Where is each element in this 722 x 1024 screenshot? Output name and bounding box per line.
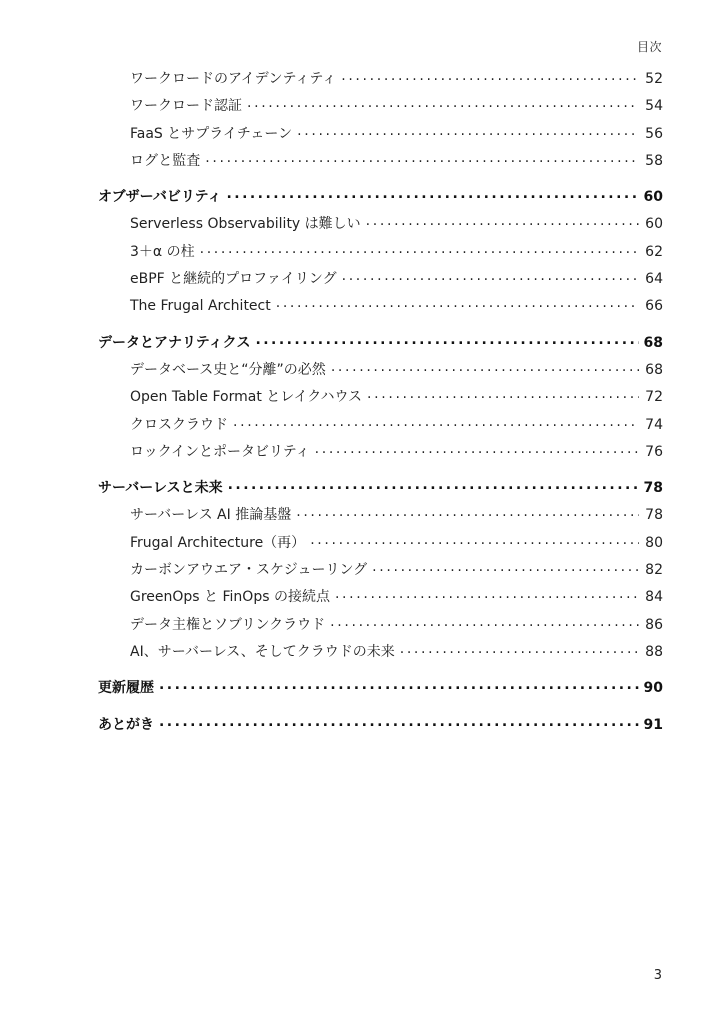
toc-chapter-revision-history[interactable] — [98, 675, 663, 702]
toc-entry-page: 80 — [645, 534, 663, 551]
toc-chapter-page: 60 — [643, 189, 663, 206]
toc-entry-label: ロックインとポータビリティ — [130, 443, 310, 460]
toc-entry-open-table-format[interactable] — [98, 384, 663, 411]
toc-entry-label: ワークロード認証 — [130, 98, 242, 115]
toc-chapter-serverless-future[interactable] — [98, 475, 663, 502]
toc-entry-page: 54 — [645, 98, 663, 115]
toc-entry-logs-audit[interactable] — [98, 148, 663, 175]
toc-entry-label: FaaS とサプライチェーン — [130, 125, 293, 142]
toc-entry-page: 64 — [645, 271, 663, 288]
toc-entry-label: AI、サーバーレス、そしてクラウドの未来 — [130, 643, 395, 660]
toc-entry-frugal-architect[interactable] — [98, 293, 663, 320]
toc-entry-serverless-observability[interactable] — [98, 211, 663, 238]
dot-leader — [247, 96, 639, 110]
toc-chapter-afterword[interactable] — [98, 712, 663, 739]
toc-chapter-page: 91 — [643, 716, 663, 733]
dot-leader — [331, 360, 639, 374]
toc-entry-lockin-portability[interactable] — [98, 439, 663, 466]
dot-leader — [400, 642, 639, 656]
toc-entry-page: 56 — [645, 125, 663, 142]
dot-leader — [233, 415, 639, 429]
dot-leader — [297, 124, 639, 138]
toc-entry-greenops-finops[interactable] — [98, 584, 663, 611]
dot-leader — [200, 242, 639, 256]
toc-entry-data-sovereignty[interactable] — [98, 612, 663, 639]
toc-entry-label: ワークロードのアイデンティティ — [130, 71, 337, 87]
toc-entry-page: 78 — [645, 507, 663, 524]
toc-entry-label: Serverless Observability は難しい — [130, 216, 361, 233]
dot-leader — [315, 442, 639, 456]
toc-entry-page: 68 — [645, 361, 663, 378]
toc-chapter-label: 更新履歴 — [98, 680, 154, 697]
toc-chapter-page: 90 — [643, 680, 663, 697]
toc-chapter-label: サーバーレスと未来 — [98, 480, 223, 497]
toc-chapter-label: オブザーバビリティ — [98, 189, 222, 206]
toc-entry-label: データ主権とソブリンクラウド — [130, 616, 326, 633]
toc-entry-carbon-aware-scheduling[interactable] — [98, 557, 663, 584]
dot-leader — [159, 715, 639, 729]
dot-leader — [330, 615, 639, 629]
toc-entry-workload-identity[interactable] — [98, 66, 663, 93]
toc-entry-page: 86 — [645, 616, 663, 633]
dot-leader — [159, 678, 639, 692]
running-header-title: 目次 — [636, 40, 662, 54]
toc-entry-page: 88 — [645, 643, 663, 660]
toc-chapter-page: 68 — [643, 334, 663, 351]
toc-entry-cross-cloud[interactable] — [98, 412, 663, 439]
toc-entry-page: 60 — [645, 216, 663, 233]
footer-page-number: 3 — [653, 968, 662, 983]
dot-leader — [341, 69, 639, 83]
toc-entry-serverless-ai-inference[interactable] — [98, 502, 663, 529]
toc-entry-label: データベース史と“分離”の必然 — [130, 361, 326, 378]
toc-chapter-label: データとアナリティクス — [98, 334, 251, 351]
toc-entry-page: 62 — [645, 243, 663, 260]
toc-entry-page: 58 — [645, 152, 663, 169]
dot-leader — [367, 387, 639, 401]
toc-entry-database-history[interactable] — [98, 357, 663, 384]
dot-leader — [366, 214, 639, 228]
toc-entry-frugal-architecture-revisited[interactable] — [98, 530, 663, 557]
dot-leader — [276, 296, 639, 310]
dot-leader — [255, 333, 639, 347]
dot-leader — [205, 151, 639, 165]
toc-entry-page: 74 — [645, 416, 663, 433]
toc-entry-ai-serverless-cloud-future[interactable] — [98, 639, 663, 666]
dot-leader — [310, 533, 639, 547]
toc-entry-label: GreenOps と FinOps の接続点 — [130, 589, 330, 606]
toc-entry-label: The Frugal Architect — [130, 298, 271, 315]
dot-leader — [342, 269, 639, 283]
toc-entry-label: カーボンアウエア・スケジューリング — [130, 562, 368, 579]
toc-entry-label: Open Table Format とレイクハウス — [130, 389, 363, 406]
toc-chapter-data-analytics[interactable] — [98, 330, 663, 357]
toc-entry-label: eBPF と継続的プロファイリング — [130, 271, 337, 288]
toc-entry-workload-auth[interactable] — [98, 93, 663, 120]
toc-entry-label: 3＋α の柱 — [130, 243, 195, 260]
dot-leader — [335, 587, 639, 601]
toc-entry-ebpf-profiling[interactable] — [98, 266, 663, 293]
toc-entry-page: 72 — [645, 389, 663, 406]
toc-entry-three-plus-alpha[interactable] — [98, 239, 663, 266]
dot-leader — [296, 505, 639, 519]
toc-entry-page: 82 — [645, 562, 663, 579]
toc-entry-label: ログと監査 — [130, 152, 201, 169]
dot-leader — [372, 560, 639, 574]
toc-chapter-page: 78 — [643, 480, 663, 497]
toc-entry-page: 84 — [645, 589, 663, 606]
toc-entry-label: クロスクラウド — [130, 416, 228, 433]
table-of-contents — [98, 66, 663, 739]
toc-entry-page: 52 — [645, 71, 663, 87]
toc-entry-page: 66 — [645, 298, 663, 315]
dot-leader — [226, 187, 639, 201]
toc-chapter-observability[interactable] — [98, 184, 663, 211]
toc-entry-label: Frugal Architecture（再） — [130, 534, 306, 551]
toc-entry-faas-supply-chain[interactable] — [98, 121, 663, 148]
toc-entry-page: 76 — [645, 443, 663, 460]
dot-leader — [228, 478, 639, 492]
toc-entry-label: サーバーレス AI 推論基盤 — [130, 507, 292, 524]
toc-chapter-label: あとがき — [98, 716, 154, 733]
